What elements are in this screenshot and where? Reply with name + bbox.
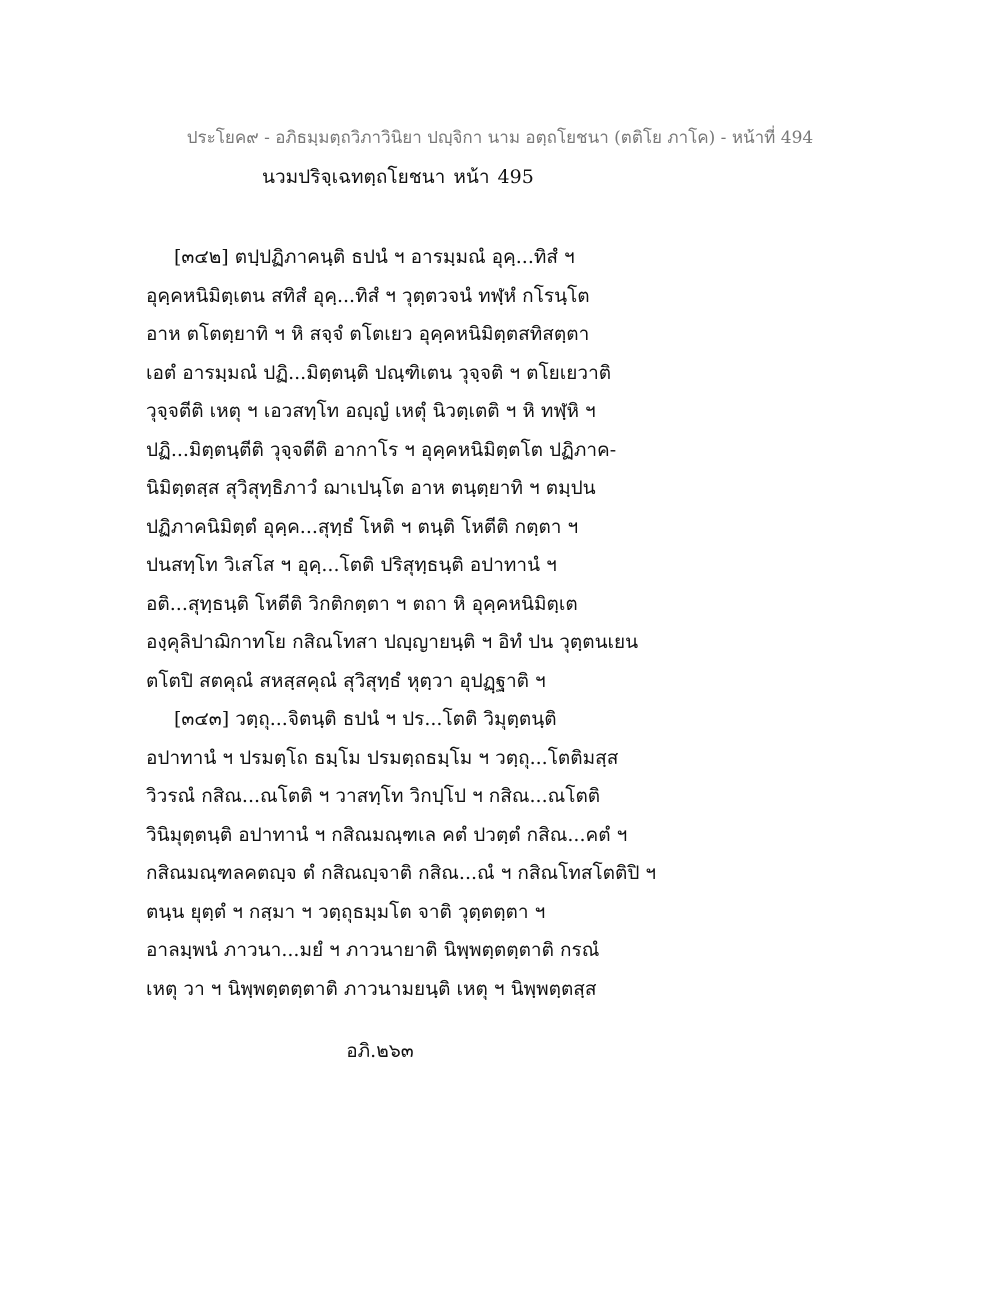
text-line-19: อาลมฺพนํ ภาวนา...มยํ ฯ ภาวนายาติ นิพฺพตฺตตฺตาติ กรณํ: [146, 939, 600, 961]
running-header: [0, 124, 1000, 151]
text-line-7: นิมิตฺตสฺส สุวิสุทฺธิภาวํ ฌาเปนฺโต อาห ตนฺตฺยาทิ ฯ ตมฺปน: [146, 477, 596, 499]
text-line-20: เหตุ วา ฯ นิพฺพตฺตตฺตาติ ภาวนามยนฺติ เหตุ ฯ นิพฺพตฺตสฺส: [146, 977, 597, 1000]
text-line-15: วิวรณํ กสิณ...ณโตติ ฯ วาสทฺโท วิกปฺโป ฯ กสิณ...ณโตติ: [146, 785, 601, 807]
text-line-4: เอตํ อารมฺมณํ ปฏิ...มิตฺตนฺติ ปณฺฑิเตน วุจฺจติ ฯ ตโยเยวาติ: [146, 361, 612, 384]
text-line-16: วินิมุตฺตนฺติ อปาทานํ ฯ กสิณมณฺฑเล คตํ ปวตฺตํ กสิณ...คตํ ฯ: [146, 823, 628, 846]
text-line-17: กสิณมณฺฑลคตญฺจ ตํ กสิณญฺจาติ กสิณ...ณํ ฯ กสิณโทสโตติปิ ฯ: [146, 862, 657, 884]
text-line-8: ปฏิภาคนิมิตฺตํ อุคฺค...สุทฺธํ โหติ ฯ ตนฺติ โหตีติ กตฺตา ฯ: [146, 515, 579, 538]
text-line-6: ปฏิ...มิตฺตนฺตีติ วุจฺจตีติ อากาโร ฯ อุคฺคหนิมิตฺตโต ปฏิภาค-: [146, 438, 617, 461]
text-line-18: ตนฺน ยุตฺตํ ฯ กสฺมา ฯ วตฺถุธมฺมโต จาติ วุตฺตตฺตา ฯ: [146, 900, 546, 923]
text-line-2: อุคฺคหนิมิตฺเตน สทิสํ อุคฺ...ทิสํ ฯ วุตฺตวจนํ ทฬฺหํ กโรนฺโต: [146, 284, 590, 307]
body-text: [146, 238, 706, 1008]
paragraph-342-line-1: [๓๔๒] ตปฺปฏิภาคนฺติ ธปนํ ฯ อารมฺมณํ อุคฺ...ทิสํ ฯ: [174, 246, 575, 268]
text-line-14: อปาทานํ ฯ ปรมตฺโถ ธมฺโม ปรมตฺถธมฺโม ฯ วตฺถุ...โตติมสฺส: [146, 746, 619, 769]
text-line-12: ตโตปิ สตคุณํ สหสฺสคุณํ สุวิสุทฺธํ หุตฺวา อุปฏฺฐาติ ฯ: [146, 669, 546, 692]
text-line-9: ปนสทฺโท วิเสโส ฯ อุคฺ...โตติ ปริสุทฺธนฺติ อปาทานํ ฯ: [146, 554, 557, 576]
text-line-11: องฺคุลิปาฌิกาทโย กสิณโทสา ปญฺญายนฺติ ฯ อิทํ ปน วุตฺตนเยน: [146, 631, 639, 653]
page-footer: [0, 1036, 1000, 1066]
running-header-text: ประโยค๙ - อภิธมฺมตฺถวิภาวินิยา ปญฺจิกา นาม อตฺถโยชนา (ตติโย ภาโค) - หน้าที่ 494: [186, 128, 814, 148]
text-line-5: วุจฺจตีติ เหตุ ฯ เอวสทฺโท อญฺญํ เหตุํ นิวตฺเตติ ฯ หิ ทฬฺหิ ฯ: [146, 400, 596, 422]
text-line-10: อติ...สุทฺธนฺติ โหตีติ วิกติกตฺตา ฯ ตถา หิ อุคฺคหนิมิตฺเต: [146, 592, 578, 615]
chapter-title: นวมปริจฺเฉทตฺถโยชนา หน้า 495: [262, 166, 534, 188]
text-line-3: อาห ตโตตฺยาทิ ฯ หิ สจฺจํ ตโตเยว อุคฺคหนิมิตฺตสทิสตฺตา: [146, 323, 590, 345]
page-mark: อภิ.๒๖๓: [346, 1040, 414, 1062]
paragraph-343-line-1: [๓๔๓] วตฺถุ...จิตนฺติ ธปนํ ฯ ปร...โตติ วิมุตฺตนฺติ: [174, 708, 557, 730]
